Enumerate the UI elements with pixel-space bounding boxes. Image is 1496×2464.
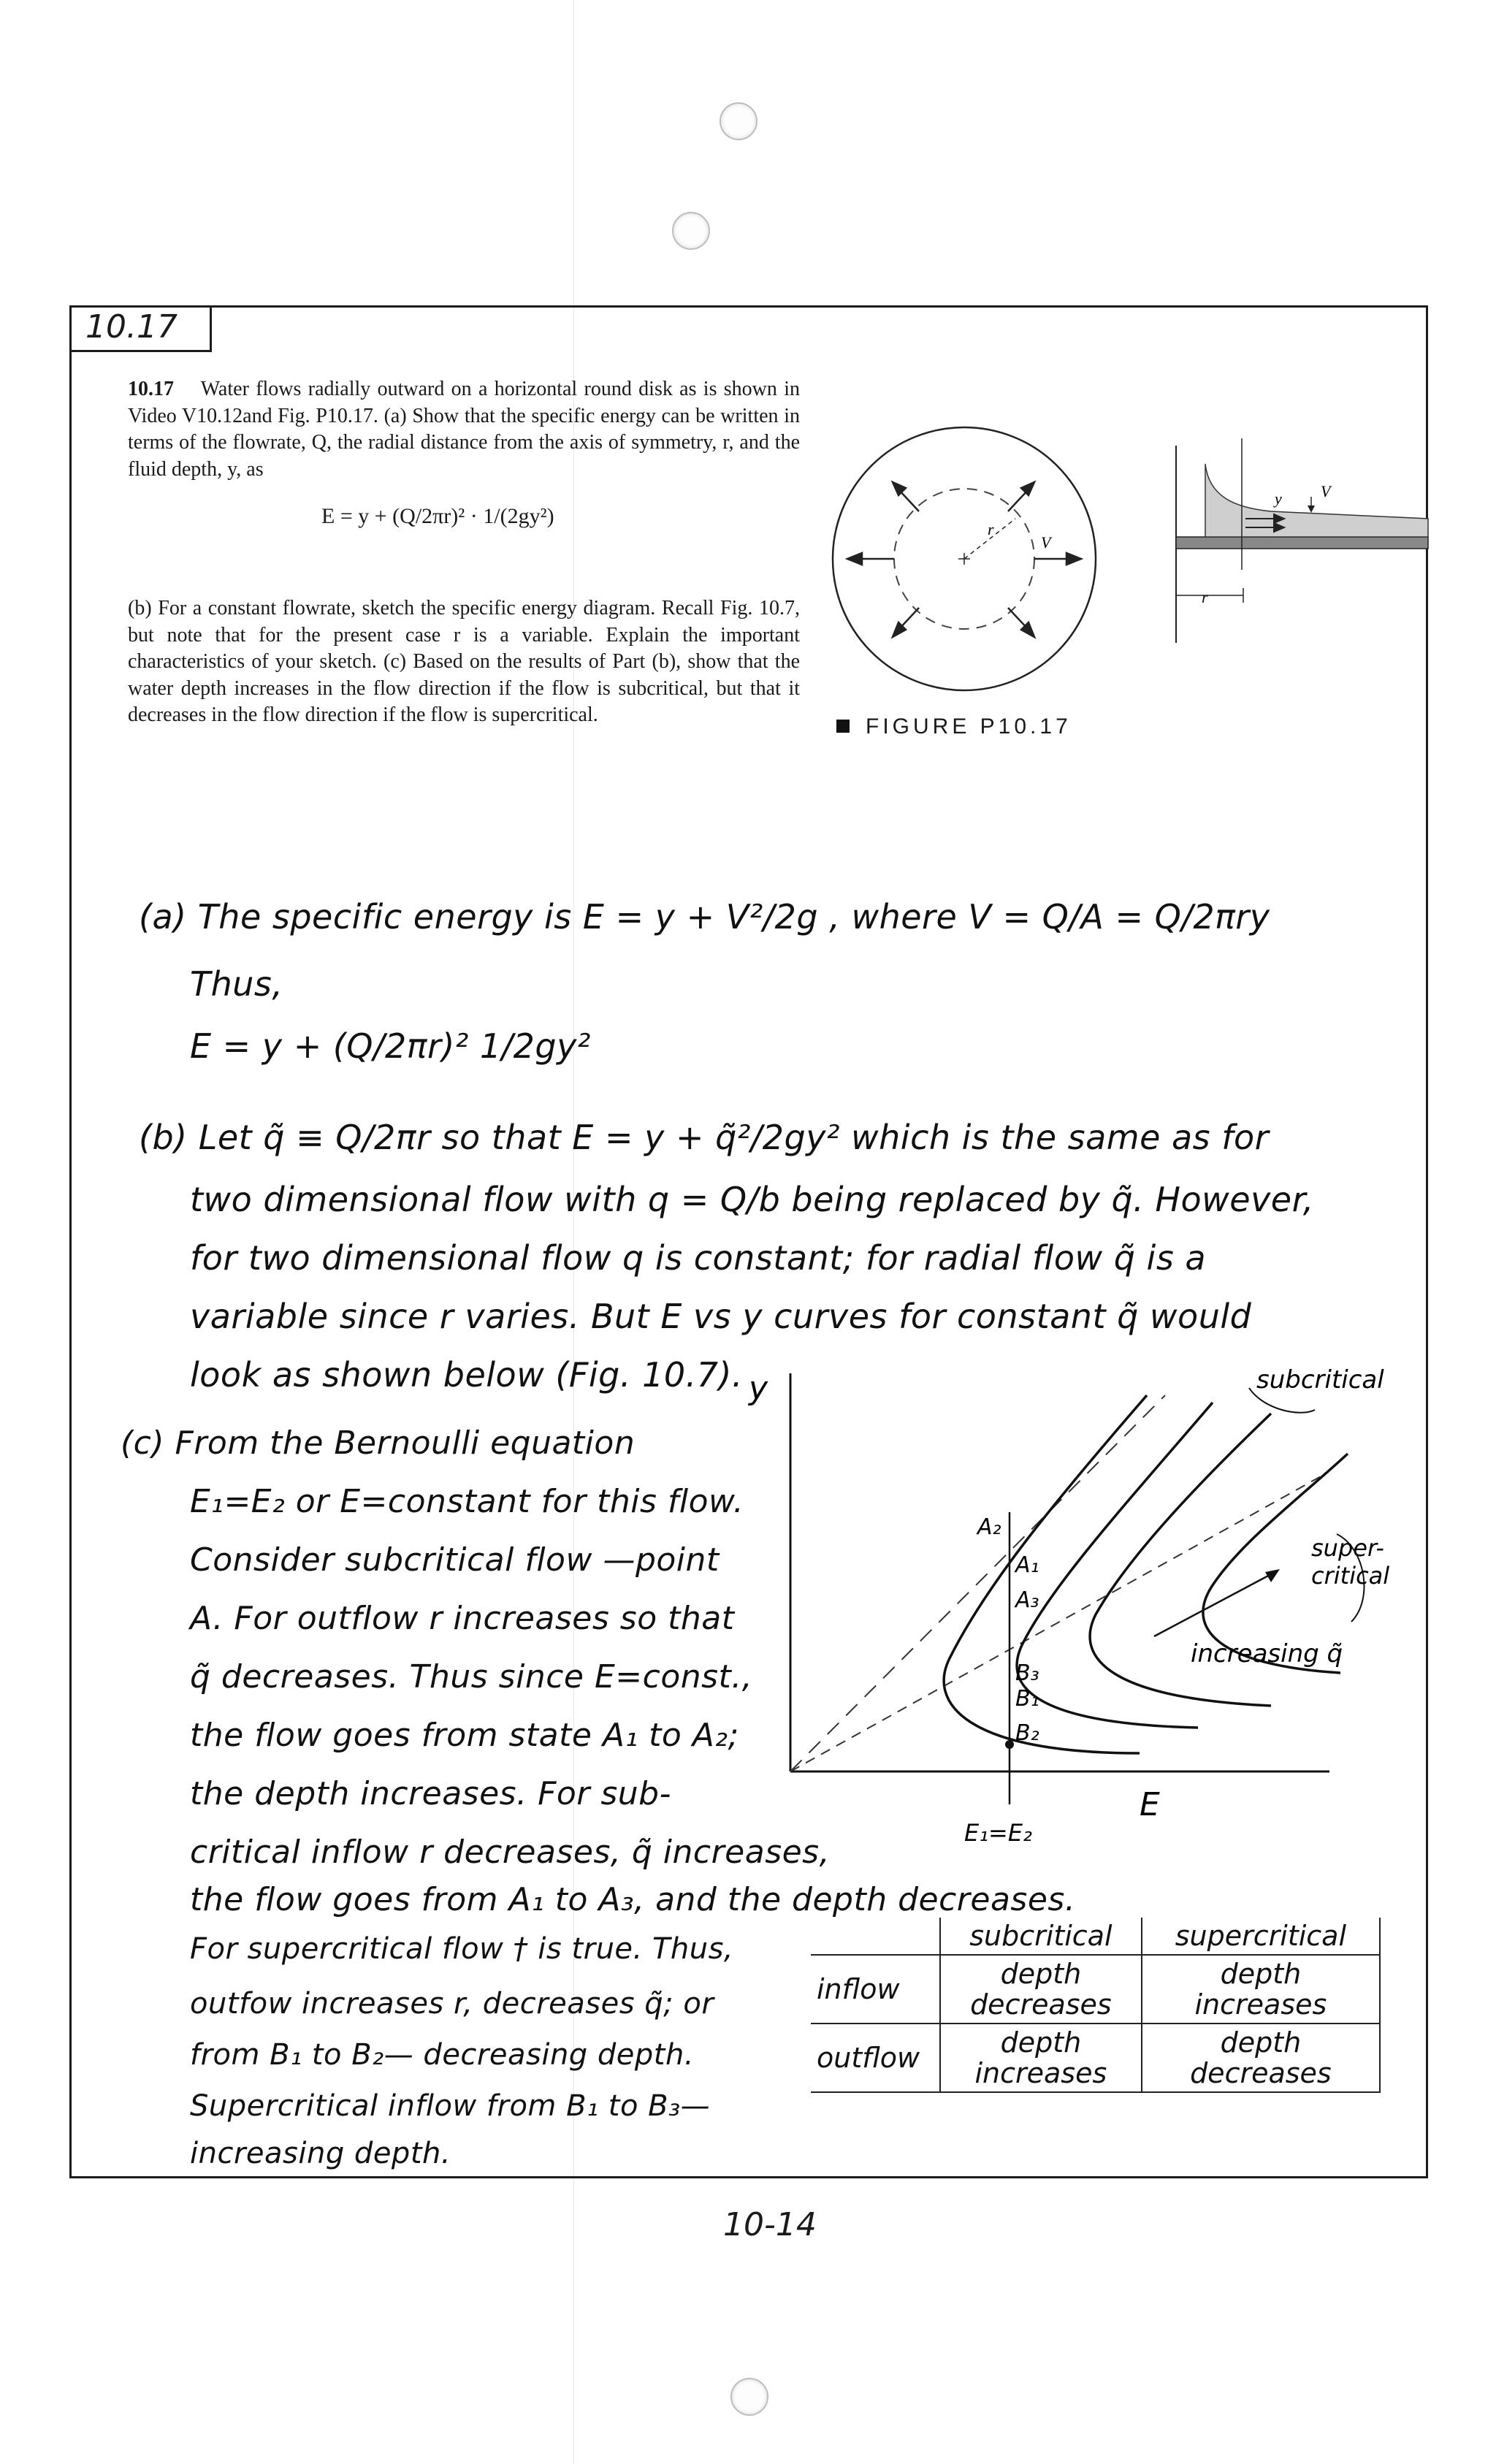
solution-part-c-line2: E₁=E₂ or E=constant for this flow. [190, 1483, 744, 1520]
solution-part-c-line4: A. For outflow r increases so that [190, 1600, 735, 1637]
solution-part-a: (a) The specific energy is E = y + V²/2g , where V = Q/A = Q/2πry [139, 897, 1270, 937]
table-cell: depth decreases [1142, 2024, 1380, 2092]
figure-caption: FIGURE P10.17 [836, 714, 1072, 739]
solution-part-c-line9: the flow goes from A₁ to A₃, and the depth decreases. [190, 1881, 1076, 1918]
graph-supercritical-label-2: critical [1311, 1562, 1390, 1590]
solution-part-b-line5: look as shown below (Fig. 10.7). [190, 1355, 744, 1395]
graph-increasing-label: increasing q̃ [1191, 1639, 1343, 1668]
solution-part-c-line7: the depth increases. For sub- [190, 1775, 671, 1812]
table-corner [811, 1918, 940, 1955]
table-cell: depth increases [1142, 1955, 1380, 2024]
page-number: 10-14 [723, 2206, 817, 2243]
punch-hole-top [720, 102, 757, 140]
solution-part-a-result: E = y + (Q/2πr)² 1/2gy² [190, 1026, 591, 1066]
solution-part-c-line11: outfow increases r, decreases q̃; or [190, 1987, 714, 2021]
solution-thus: Thus, [190, 964, 283, 1004]
solution-part-b-line3: for two dimensional flow q is constant; for radial flow q̃ is a [190, 1238, 1207, 1278]
graph-supercritical-label-1: super- [1311, 1534, 1384, 1562]
solution-part-c-line1: (c) From the Bernoulli equation [121, 1424, 636, 1462]
table-header-supercritical: supercritical [1142, 1918, 1380, 1955]
graph-point-a1: A₁ [1015, 1552, 1039, 1578]
figure-p10-17 [796, 394, 1439, 694]
solution-part-c-line13: Supercritical inflow from B₁ to B₃— [190, 2089, 711, 2123]
punch-hole-2 [672, 212, 710, 250]
solution-part-c-line5: q̃ decreases. Thus since E=const., [190, 1658, 753, 1696]
graph-x-axis-label: E [1140, 1786, 1160, 1823]
solution-part-c-line8: critical inflow r decreases, q̃ increases, [190, 1834, 831, 1871]
problem-equation: E = y + (Q/2πr)² · 1/(2gy²) [321, 504, 554, 528]
solution-part-c-line12: from B₁ to B₂— decreasing depth. [190, 2038, 695, 2072]
problem-tab: 10.17 [69, 305, 212, 352]
specific-energy-sketch [745, 1366, 1421, 1855]
graph-point-a3: A₃ [1015, 1587, 1039, 1613]
table-cell: depth increases [940, 2024, 1142, 2092]
solution-part-b-line4: variable since r varies. But E vs y curves for constant q̃ would [190, 1297, 1252, 1336]
problem-number: 10.17 [128, 378, 174, 400]
solution-part-c-line3: Consider subcritical flow —point [190, 1541, 720, 1579]
fig-label-r: r [988, 520, 994, 538]
problem-part-b: (b) For a constant flowrate, sketch the specific energy diagram. Recall Fig. 10.7, but note that for the present case r is a variable. Explain the important characteristics of your sketch. (c) Based on the results of Part (b), show that the water depth increases in the flow direction if the flow is subcritical, but that it decreases in the flow direction if the flow is supercritical. [128, 597, 800, 726]
fig-label-r-side: r [1202, 588, 1208, 606]
graph-point-b1: B₁ [1015, 1686, 1039, 1712]
solution-part-b-line2: two dimensional flow with q = Q/b being replaced by q̃. However, [190, 1180, 1314, 1219]
graph-point-b3: B₃ [1015, 1660, 1039, 1686]
fig-label-v-side: V [1321, 482, 1331, 500]
fig-label-v: V [1041, 533, 1051, 552]
graph-y-axis-label: y [749, 1370, 768, 1407]
solution-part-b-line1: (b) Let q̃ ≡ Q/2πr so that E = y + q̃²/2gy² which is the same as for [139, 1118, 1270, 1157]
graph-subcritical-label: subcritical [1256, 1366, 1384, 1395]
depth-summary-table [811, 1918, 1381, 2093]
problem-statement [128, 376, 800, 483]
table-header-subcritical: subcritical [940, 1918, 1142, 1955]
table-row-label-outflow: outflow [811, 2024, 940, 2092]
solution-part-c-line14: increasing depth. [190, 2137, 451, 2170]
table-cell: depth decreases [940, 1955, 1142, 2024]
solution-part-c-line6: the flow goes from state A₁ to A₂; [190, 1717, 739, 1754]
solution-part-c-line10: For supercritical flow † is true. Thus, [190, 1932, 734, 1966]
fig-label-y: y [1275, 489, 1282, 508]
problem-intro: Water flows radially outward on a horizontal round disk as is shown in Video V10.12and Fig. P10.17. (a) Show that the specific energy can be written in terms of the flowrate, Q, the radial distance from the axis of symmetry, r, and the fluid depth, y, as [128, 378, 800, 481]
punch-hole-bottom [730, 2378, 768, 2416]
graph-point-b2: B₂ [1015, 1720, 1039, 1746]
graph-e-equal-label: E₁=E₂ [964, 1819, 1032, 1847]
graph-point-a2: A₂ [977, 1514, 1001, 1540]
table-row-label-inflow: inflow [811, 1955, 940, 2024]
